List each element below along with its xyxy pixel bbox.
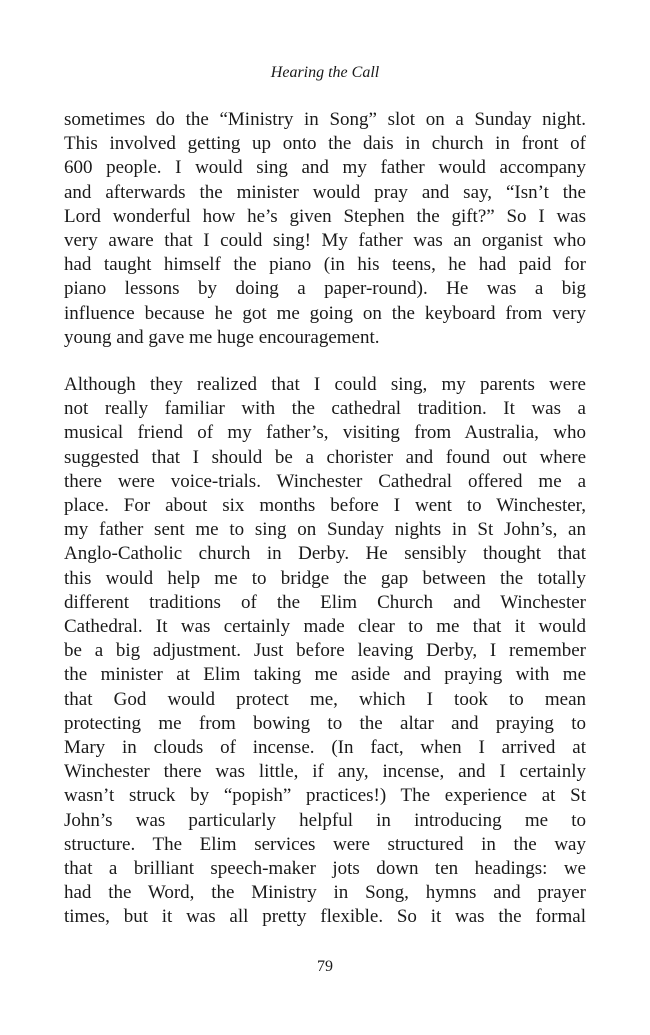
text-line: very aware that I could sing! My father was an organist who — [64, 230, 586, 252]
text-line: and afterwards the minister would pray and say, “Isn’t the — [64, 181, 586, 203]
text-line: had the Word, the Ministry in Song, hymns and prayer — [64, 882, 586, 904]
running-head: Hearing the Call — [270, 64, 380, 81]
text-line: Lord wonderful how he’s given Stephen the gift?” So I was — [64, 205, 586, 227]
text-line: that God would protect me, which I took to mean — [64, 688, 586, 710]
text-line: protecting me from bowing to the altar and praying to — [64, 712, 586, 734]
text-line: suggested that I should be a chorister and found out where — [64, 446, 586, 468]
paragraph-2 — [64, 373, 586, 930]
text-line: there were voice-trials. Winchester Cathedral offered me a — [64, 470, 586, 492]
text-line: Winchester there was little, if any, incense, and I certainly — [64, 761, 586, 783]
text-line: influence because he got me going on the keyboard from very — [64, 302, 586, 324]
text-line: 600 people. I would sing and my father would accompany — [64, 157, 586, 179]
text-line: wasn’t struck by “popish” practices!) The experience at St — [64, 785, 586, 807]
paragraph-1 — [64, 108, 586, 350]
text-line: not really familiar with the cathedral tradition. It was a — [64, 398, 586, 420]
text-line: place. For about six months before I went to Winchester, — [64, 495, 586, 517]
text-line: Anglo-Catholic church in Derby. He sensibly thought that — [64, 543, 586, 565]
text-line: Although they realized that I could sing, my parents were — [64, 374, 586, 395]
text-line: that a brilliant speech-maker jots down ten headings: we — [64, 858, 586, 880]
text-line: my father sent me to sing on Sunday nights in St John’s, an — [64, 519, 586, 541]
text-line: structure. The Elim services were structured in the way — [64, 833, 586, 855]
text-line: the minister at Elim taking me aside and praying with me — [64, 664, 586, 686]
text-line: John’s was particularly helpful in introducing me to — [64, 809, 586, 831]
text-line: be a big adjustment. Just before leaving Derby, I remember — [64, 640, 586, 662]
text-line: Cathedral. It was certainly made clear to me that it would — [64, 616, 586, 638]
text-line: musical friend of my father’s, visiting from Australia, who — [64, 422, 586, 444]
text-line: sometimes do the “Ministry in Song” slot on a Sunday night. — [64, 109, 586, 130]
text-line: this would help me to bridge the gap between the totally — [64, 567, 586, 589]
text-line: times, but it was all pretty flexible. So it was the formal — [64, 906, 586, 928]
text-line: different traditions of the Elim Church and Winchester — [64, 591, 586, 613]
text-line: had taught himself the piano (in his teens, he had paid for — [64, 254, 586, 276]
text-line: This involved getting up onto the dais in church in front of — [64, 133, 586, 155]
text-line: piano lessons by doing a paper-round). He was a big — [64, 278, 586, 300]
text-line: Mary in clouds of incense. (In fact, when I arrived at — [64, 737, 586, 759]
text-line: young and gave me huge encouragement. — [64, 326, 380, 348]
page-number: 79 — [317, 958, 333, 975]
